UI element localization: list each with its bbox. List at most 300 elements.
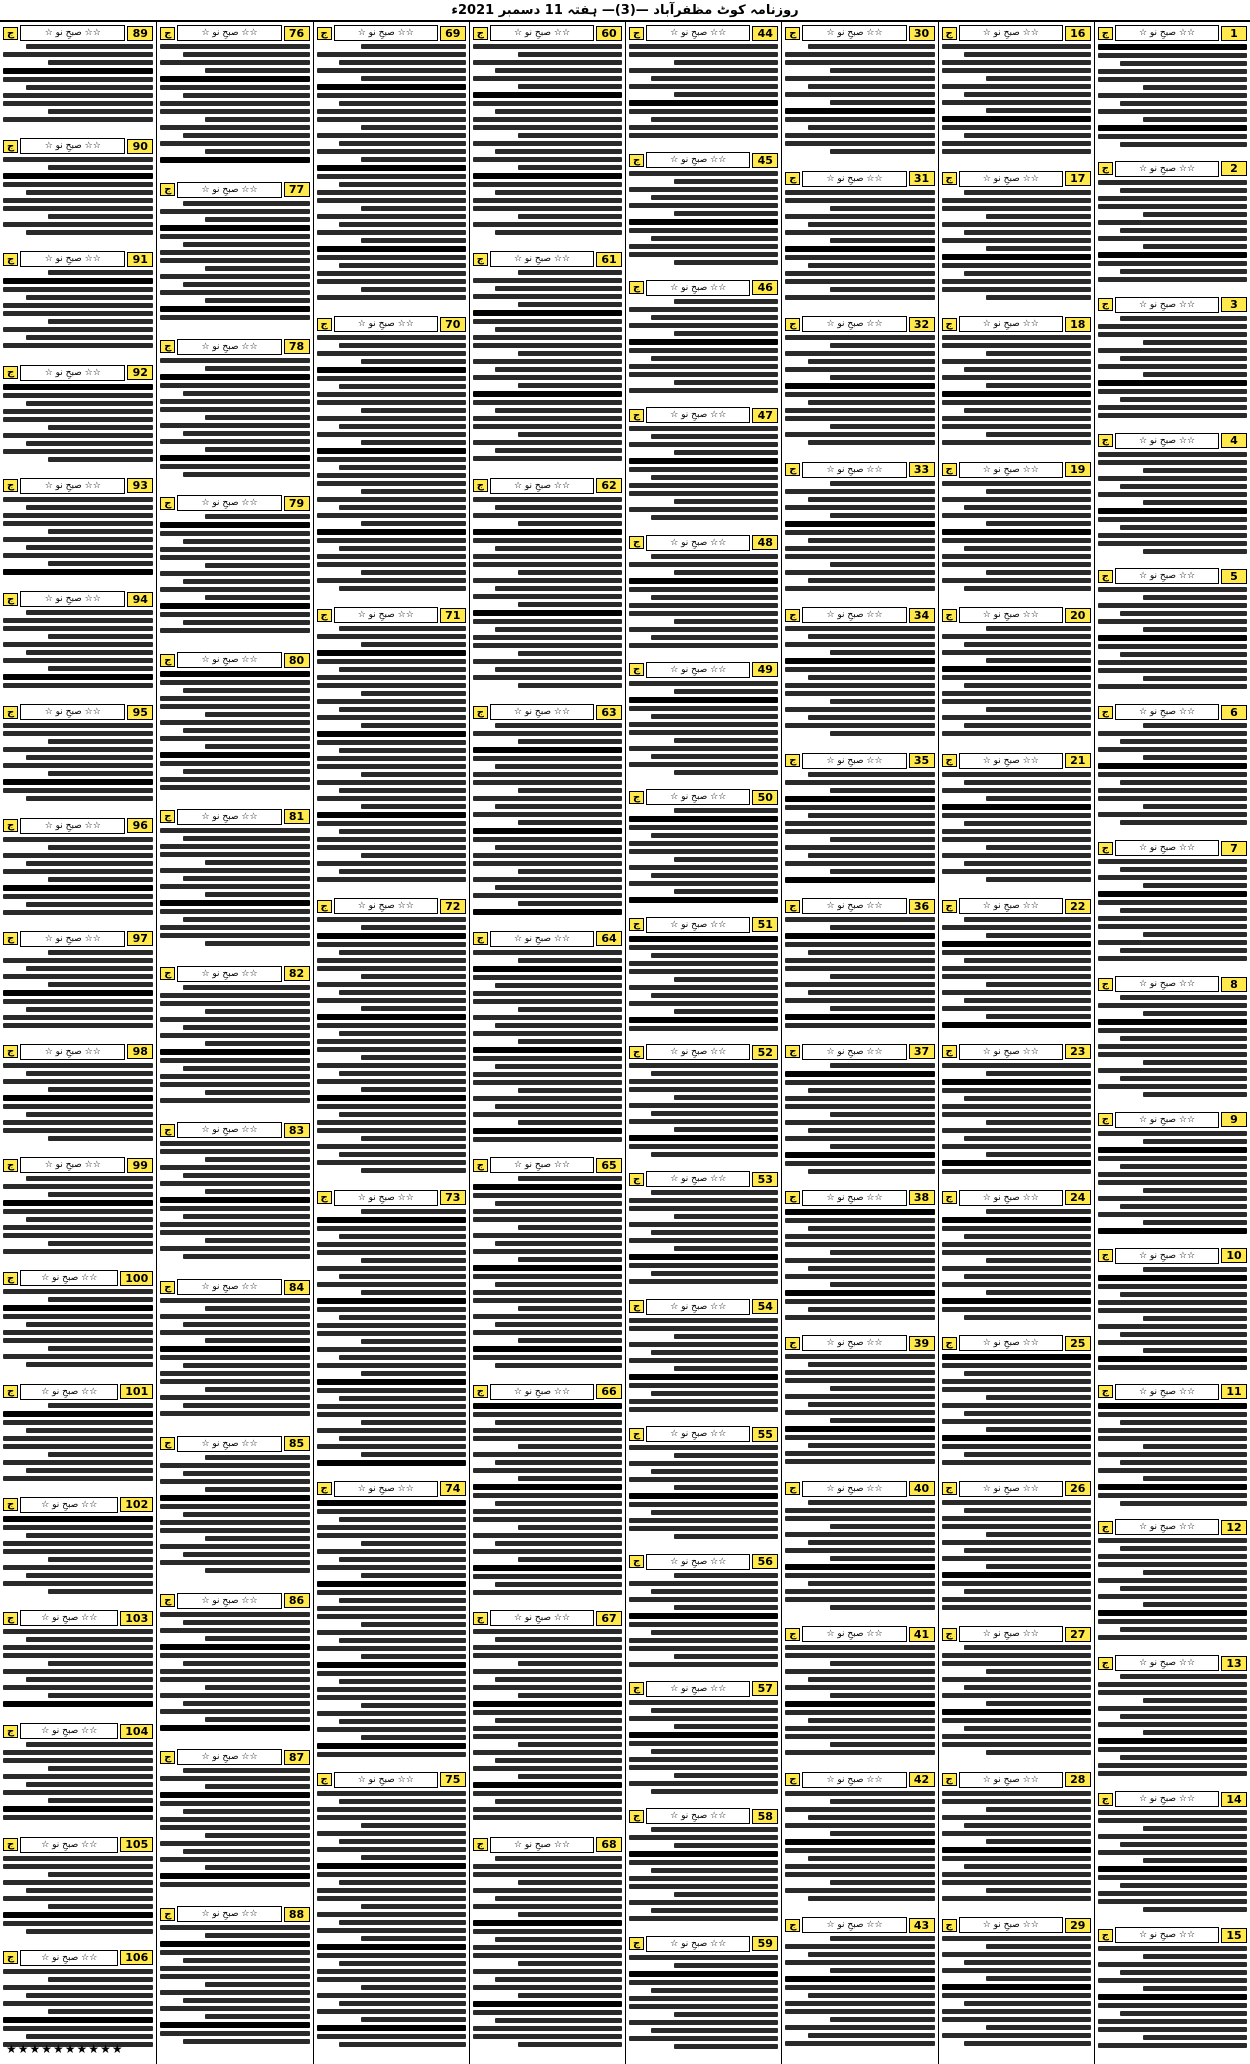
item-body-text bbox=[785, 626, 934, 736]
text-line bbox=[473, 594, 622, 599]
classified-item bbox=[160, 1592, 309, 1745]
item-body-text bbox=[160, 1298, 309, 1416]
text-line bbox=[160, 1001, 309, 1006]
text-line bbox=[160, 852, 309, 857]
item-number: 95 bbox=[127, 705, 153, 720]
text-line bbox=[473, 1193, 622, 1198]
item-ribbon: ☆☆ صبحِ نو ☆ bbox=[20, 704, 125, 720]
text-line bbox=[942, 1363, 1091, 1368]
item-body-text bbox=[3, 497, 153, 575]
text-line bbox=[942, 391, 1091, 397]
text-line bbox=[651, 1071, 778, 1076]
text-line bbox=[317, 1104, 466, 1109]
text-line bbox=[1120, 484, 1247, 489]
text-line bbox=[986, 1888, 1090, 1893]
item-body-text bbox=[785, 1354, 934, 1464]
text-line bbox=[942, 149, 1091, 154]
text-line bbox=[495, 1677, 622, 1682]
text-line bbox=[518, 52, 622, 57]
text-line bbox=[160, 1033, 309, 1038]
item-logo: ج bbox=[3, 140, 18, 153]
item-ribbon: ☆☆ صبحِ نو ☆ bbox=[802, 1335, 906, 1351]
text-line bbox=[317, 1404, 466, 1409]
text-line bbox=[317, 1363, 466, 1368]
text-line bbox=[808, 497, 935, 502]
text-line bbox=[473, 675, 622, 680]
item-number: 74 bbox=[440, 1481, 466, 1496]
text-line bbox=[986, 1944, 1090, 1949]
text-line bbox=[48, 1087, 153, 1092]
text-line bbox=[317, 1120, 466, 1125]
item-header bbox=[785, 1625, 934, 1643]
text-line bbox=[205, 1189, 309, 1194]
item-header bbox=[629, 1043, 778, 1061]
text-line bbox=[473, 335, 622, 340]
item-logo: ج bbox=[160, 1281, 175, 1294]
text-line bbox=[317, 351, 466, 356]
text-line bbox=[808, 1266, 935, 1271]
text-line bbox=[629, 1279, 778, 1284]
classified-item bbox=[1098, 567, 1247, 699]
text-line bbox=[629, 1646, 778, 1651]
text-line bbox=[317, 933, 466, 939]
item-logo: ج bbox=[785, 1191, 800, 1204]
text-line bbox=[205, 1455, 309, 1460]
item-ribbon: ☆☆ صبحِ نو ☆ bbox=[177, 1593, 281, 1609]
text-line bbox=[629, 1971, 778, 1977]
text-line bbox=[629, 1238, 778, 1243]
text-line bbox=[629, 1135, 778, 1141]
item-body-text bbox=[160, 44, 309, 163]
item-header bbox=[317, 315, 466, 333]
item-ribbon: ☆☆ صبحِ نو ☆ bbox=[802, 25, 906, 41]
text-line bbox=[183, 620, 310, 625]
text-line bbox=[1120, 228, 1247, 233]
item-number: 23 bbox=[1065, 1044, 1091, 1059]
text-line bbox=[1120, 142, 1247, 147]
text-line bbox=[473, 1574, 622, 1579]
text-line bbox=[473, 343, 622, 348]
item-body-text bbox=[473, 1629, 622, 1820]
text-line bbox=[629, 722, 778, 727]
item-header bbox=[160, 1435, 309, 1453]
item-ribbon: ☆☆ صبحِ نو ☆ bbox=[20, 1837, 118, 1853]
item-number: 88 bbox=[284, 1907, 310, 1922]
text-line bbox=[964, 1234, 1091, 1239]
text-line bbox=[629, 219, 778, 225]
text-line bbox=[629, 578, 778, 584]
text-line bbox=[160, 752, 309, 758]
text-line bbox=[1098, 1052, 1247, 1057]
item-logo: ج bbox=[317, 900, 332, 913]
text-line bbox=[473, 101, 622, 106]
text-line bbox=[473, 198, 622, 203]
text-line bbox=[473, 837, 622, 842]
text-line bbox=[317, 756, 466, 761]
item-number: 105 bbox=[120, 1837, 153, 1852]
item-body-text bbox=[3, 610, 153, 688]
text-line bbox=[160, 720, 309, 725]
item-header bbox=[3, 930, 153, 948]
text-line bbox=[3, 393, 153, 398]
text-line bbox=[495, 1758, 622, 1763]
text-line bbox=[629, 244, 778, 249]
text-line bbox=[785, 877, 934, 883]
item-number: 13 bbox=[1221, 1656, 1247, 1671]
text-line bbox=[339, 1315, 466, 1320]
text-line bbox=[1143, 755, 1247, 760]
text-line bbox=[651, 1391, 778, 1396]
item-body-text bbox=[629, 808, 778, 903]
text-line bbox=[317, 659, 466, 664]
text-line bbox=[183, 1620, 310, 1625]
item-ribbon: ☆☆ صبحِ نو ☆ bbox=[334, 1481, 438, 1497]
text-line bbox=[629, 706, 778, 711]
text-line bbox=[1098, 1403, 1247, 1409]
text-line bbox=[964, 1508, 1091, 1513]
text-line bbox=[830, 1063, 934, 1068]
item-number: 38 bbox=[909, 1190, 935, 1205]
text-line bbox=[986, 1427, 1090, 1432]
item-ribbon: ☆☆ صبحِ نو ☆ bbox=[1115, 25, 1219, 41]
text-line bbox=[651, 315, 778, 320]
item-number: 7 bbox=[1221, 841, 1247, 856]
text-line bbox=[808, 359, 935, 364]
text-line bbox=[205, 1009, 309, 1014]
text-line bbox=[317, 740, 466, 745]
text-line bbox=[674, 2044, 778, 2049]
item-ribbon: ☆☆ صبحِ نو ☆ bbox=[177, 25, 281, 41]
text-line bbox=[785, 707, 934, 712]
text-line bbox=[473, 659, 622, 664]
text-line bbox=[3, 2026, 153, 2031]
text-line bbox=[964, 780, 1091, 785]
text-line bbox=[48, 1557, 153, 1562]
text-line bbox=[1098, 1891, 1247, 1896]
text-line bbox=[160, 2022, 309, 2028]
text-line bbox=[3, 1806, 153, 1812]
item-ribbon: ☆☆ صبحِ نو ☆ bbox=[959, 1190, 1063, 1206]
text-line bbox=[473, 1750, 622, 1755]
text-line bbox=[3, 763, 153, 768]
text-line bbox=[473, 861, 622, 866]
classified-item bbox=[1098, 1383, 1247, 1515]
item-ribbon: ☆☆ صبحِ نو ☆ bbox=[1115, 161, 1219, 177]
item-header bbox=[942, 1043, 1091, 1061]
text-line bbox=[317, 1953, 466, 1958]
text-line bbox=[651, 635, 778, 640]
text-line bbox=[3, 311, 153, 316]
text-line bbox=[518, 1120, 622, 1125]
text-line bbox=[1098, 1428, 1247, 1433]
item-logo: ج bbox=[942, 1773, 957, 1786]
text-line bbox=[785, 570, 934, 575]
item-logo: ج bbox=[942, 609, 957, 622]
text-line bbox=[629, 1916, 778, 1921]
classified-item bbox=[160, 1121, 309, 1274]
item-ribbon: ☆☆ صبحِ نو ☆ bbox=[1115, 1384, 1219, 1400]
text-line bbox=[3, 1685, 153, 1690]
classified-item bbox=[473, 1383, 622, 1605]
text-line bbox=[785, 1315, 934, 1320]
classified-item bbox=[317, 1480, 466, 1767]
text-line bbox=[942, 562, 1091, 567]
text-line bbox=[629, 1198, 778, 1203]
text-line bbox=[26, 1888, 154, 1893]
text-line bbox=[495, 149, 622, 154]
text-line bbox=[183, 1322, 310, 1327]
text-line bbox=[205, 595, 309, 600]
text-line bbox=[964, 1274, 1091, 1279]
text-line bbox=[3, 723, 153, 728]
text-line bbox=[986, 1152, 1090, 1157]
text-line bbox=[942, 966, 1091, 971]
text-line bbox=[830, 1250, 934, 1255]
text-line bbox=[518, 1693, 622, 1698]
text-line bbox=[518, 602, 622, 607]
text-line bbox=[986, 877, 1090, 882]
text-line bbox=[26, 1428, 154, 1433]
text-line bbox=[942, 941, 1091, 947]
text-line bbox=[629, 1407, 778, 1412]
text-line bbox=[785, 521, 934, 527]
text-line bbox=[317, 958, 466, 963]
text-line bbox=[1098, 1690, 1247, 1695]
text-line bbox=[518, 133, 622, 138]
text-line bbox=[986, 246, 1090, 251]
column-2 bbox=[938, 22, 1094, 2064]
text-line bbox=[160, 1520, 309, 1525]
text-line bbox=[3, 1880, 153, 1885]
item-header bbox=[3, 1609, 153, 1627]
text-line bbox=[1098, 2019, 1247, 2024]
item-header bbox=[160, 181, 309, 199]
text-line bbox=[1120, 61, 1247, 66]
item-logo: ج bbox=[629, 1300, 644, 1313]
text-line bbox=[339, 2042, 466, 2047]
text-line bbox=[3, 642, 153, 647]
text-line bbox=[205, 1536, 309, 1541]
text-line bbox=[339, 748, 466, 753]
text-line bbox=[1098, 1899, 1247, 1904]
text-line bbox=[1120, 1076, 1247, 1081]
text-line bbox=[205, 1784, 309, 1789]
text-line bbox=[160, 844, 309, 849]
text-line bbox=[785, 271, 934, 276]
item-header bbox=[785, 1480, 934, 1498]
item-number: 84 bbox=[284, 1280, 310, 1295]
item-header bbox=[160, 808, 309, 826]
text-line bbox=[160, 1355, 309, 1360]
item-body-text bbox=[1098, 452, 1247, 554]
text-line bbox=[785, 1548, 934, 1553]
text-line bbox=[3, 1023, 153, 1028]
text-line bbox=[518, 1774, 622, 1779]
text-line bbox=[473, 1072, 622, 1077]
text-line bbox=[3, 343, 153, 348]
item-body-text bbox=[629, 1445, 778, 1539]
text-line bbox=[317, 1444, 466, 1449]
text-line bbox=[183, 52, 310, 57]
text-line bbox=[942, 837, 1091, 842]
text-line bbox=[1120, 867, 1247, 872]
text-line bbox=[808, 84, 935, 89]
item-logo: ج bbox=[3, 1498, 18, 1511]
text-line bbox=[964, 367, 1091, 372]
text-line bbox=[317, 529, 466, 535]
text-line bbox=[473, 497, 622, 502]
classified-item bbox=[1098, 296, 1247, 428]
text-line bbox=[473, 1864, 622, 1869]
text-line bbox=[495, 1977, 622, 1982]
text-line bbox=[785, 60, 934, 65]
text-line bbox=[629, 1374, 778, 1380]
text-line bbox=[1098, 69, 1247, 74]
text-line bbox=[986, 489, 1090, 494]
text-line bbox=[473, 44, 622, 49]
item-body-text bbox=[3, 1969, 153, 2047]
text-line bbox=[785, 1096, 934, 1101]
item-header bbox=[942, 1334, 1091, 1352]
text-line bbox=[785, 1750, 934, 1755]
text-line bbox=[317, 1928, 466, 1933]
item-ribbon: ☆☆ صبحِ نو ☆ bbox=[1115, 1791, 1219, 1807]
text-line bbox=[1098, 1562, 1247, 1567]
text-line bbox=[473, 1669, 622, 1674]
text-line bbox=[3, 910, 153, 915]
item-header bbox=[629, 1807, 778, 1825]
text-line bbox=[629, 841, 778, 846]
item-header bbox=[1098, 1247, 1247, 1265]
text-line bbox=[1098, 1156, 1247, 1161]
text-line bbox=[205, 298, 309, 303]
item-header bbox=[3, 1043, 153, 1061]
text-line bbox=[473, 157, 622, 162]
text-line bbox=[317, 497, 466, 502]
text-line bbox=[317, 1331, 466, 1336]
text-line bbox=[3, 198, 153, 203]
text-line bbox=[1098, 405, 1247, 410]
item-number: 28 bbox=[1065, 1772, 1091, 1787]
text-line bbox=[160, 1925, 309, 1930]
classified-item bbox=[3, 1609, 153, 1718]
text-line bbox=[808, 1307, 935, 1312]
text-line bbox=[3, 1354, 153, 1359]
text-line bbox=[830, 1386, 934, 1391]
classified-item bbox=[1098, 1654, 1247, 1786]
item-logo: ج bbox=[785, 463, 800, 476]
item-body-text bbox=[942, 772, 1091, 882]
text-line bbox=[317, 1460, 466, 1466]
text-line bbox=[495, 1501, 622, 1506]
text-line bbox=[674, 1127, 778, 1132]
text-line bbox=[361, 1703, 465, 1708]
classified-item bbox=[629, 1935, 778, 2058]
text-line bbox=[160, 1330, 309, 1335]
item-ribbon: ☆☆ صبحِ نو ☆ bbox=[646, 152, 750, 168]
item-header bbox=[473, 930, 622, 948]
text-line bbox=[651, 1708, 778, 1713]
text-line bbox=[1143, 1444, 1247, 1449]
text-line bbox=[830, 100, 934, 105]
item-logo: ج bbox=[3, 253, 18, 266]
text-line bbox=[473, 1015, 622, 1020]
text-line bbox=[3, 182, 153, 187]
text-line bbox=[785, 642, 934, 647]
item-ribbon: ☆☆ صبحِ نو ☆ bbox=[1115, 976, 1219, 992]
text-line bbox=[651, 2028, 778, 2033]
text-line bbox=[785, 1564, 934, 1570]
item-header bbox=[785, 752, 934, 770]
text-line bbox=[473, 416, 622, 421]
text-line bbox=[629, 1757, 778, 1762]
text-line bbox=[473, 1137, 622, 1142]
text-line bbox=[317, 634, 466, 639]
text-line bbox=[26, 1217, 154, 1222]
text-line bbox=[495, 230, 622, 235]
text-line bbox=[942, 222, 1091, 227]
text-line bbox=[473, 780, 622, 785]
item-ribbon: ☆☆ صبحِ نو ☆ bbox=[20, 251, 125, 267]
item-logo: ج bbox=[3, 479, 18, 492]
text-line bbox=[808, 813, 935, 818]
text-line bbox=[942, 116, 1091, 122]
text-line bbox=[629, 643, 778, 648]
classified-item bbox=[785, 897, 934, 1039]
text-line bbox=[942, 1742, 1091, 1747]
text-line bbox=[361, 1168, 465, 1173]
text-line bbox=[629, 483, 778, 488]
text-line bbox=[3, 1249, 153, 1254]
text-line bbox=[1098, 812, 1247, 817]
text-line bbox=[1098, 1340, 1247, 1345]
text-line bbox=[26, 1782, 154, 1787]
item-number: 73 bbox=[440, 1190, 466, 1205]
text-line bbox=[942, 2017, 1091, 2022]
text-line bbox=[518, 351, 622, 356]
text-line bbox=[3, 674, 153, 680]
text-line bbox=[785, 1976, 934, 1982]
item-header bbox=[3, 1496, 153, 1514]
text-line bbox=[674, 1605, 778, 1610]
text-line bbox=[1098, 533, 1247, 538]
column-6 bbox=[313, 22, 469, 2064]
text-line bbox=[26, 1468, 154, 1473]
text-line bbox=[317, 416, 466, 421]
text-line bbox=[473, 319, 622, 324]
item-ribbon: ☆☆ صبحِ نو ☆ bbox=[20, 1270, 118, 1286]
item-logo: ج bbox=[473, 1385, 488, 1398]
text-line bbox=[205, 1982, 309, 1987]
text-line bbox=[473, 76, 622, 81]
classified-item bbox=[942, 606, 1091, 748]
text-line bbox=[1098, 891, 1247, 897]
text-line bbox=[3, 521, 153, 526]
text-line bbox=[48, 877, 153, 882]
text-line bbox=[495, 505, 622, 510]
text-line bbox=[942, 400, 1091, 405]
text-line bbox=[785, 1573, 934, 1578]
text-line bbox=[48, 214, 153, 219]
text-line bbox=[339, 829, 466, 834]
text-line bbox=[361, 1541, 465, 1546]
text-line bbox=[964, 505, 1091, 510]
text-line bbox=[26, 44, 154, 49]
text-line bbox=[808, 990, 935, 995]
item-number: 70 bbox=[440, 317, 466, 332]
text-line bbox=[629, 491, 778, 496]
text-line bbox=[1098, 44, 1247, 50]
